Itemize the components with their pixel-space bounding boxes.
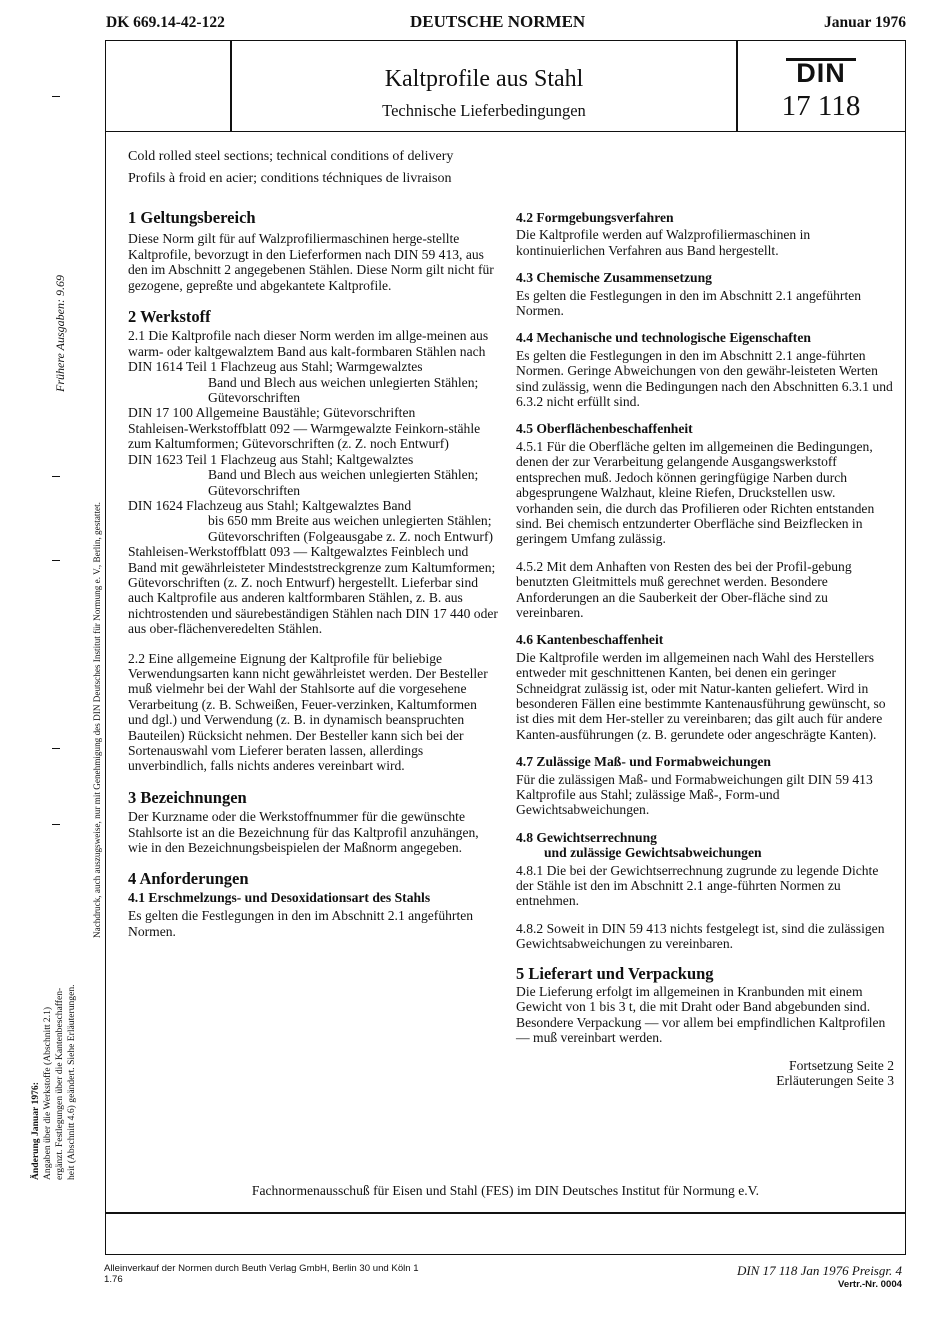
section-5-text: Die Lieferung erfolgt im allgemeinen in Kranbunden mit einem Gewicht von 1 bis 3 t, die mit Draht oder Band abgebunden sind. Besondere Verpackung — vor allem bei empfindlichen Kaltprofilen — muß vereinbart werden. xyxy=(516,984,886,1046)
section-1-text: Diese Norm gilt für auf Walzprofiliermaschinen herge-stellte Kaltprofile, bevorzugt in den Lieferformen nach DIN 59 413, aus den im Abschnitt 2 angegebenen Stählen. Diese Norm gilt nicht für gezogene, gepreßte und abgekantete Kaltprofile. xyxy=(128,231,494,293)
section-4-8-heading-cont: und zulässige Gewichtsabweichungen xyxy=(544,845,762,861)
footer-date-code: 1.76 xyxy=(104,1274,123,1285)
footer-right xyxy=(737,1263,902,1290)
title-divider-right xyxy=(736,40,738,132)
section-4-7-text: Für die zulässigen Maß- und Formabweichungen gilt DIN 59 413 Kaltprofile aus Stahl; zulässige Maß-, Form-und Gewichtsabweichungen. xyxy=(516,771,873,818)
ref-din-1614-cont: Band und Blech aus weichen unlegierten Stählen; Gütevorschriften xyxy=(208,374,479,406)
section-4-2-heading: 4.2 Formgebungsverfahren xyxy=(516,210,674,225)
english-title: Cold rolled steel sections; technical conditions of delivery xyxy=(128,149,454,164)
section-4-8-heading: 4.8 Gewichtserrechnung xyxy=(516,829,657,845)
earlier-editions-note: Frühere Ausgaben: 9.69 xyxy=(53,275,67,392)
section-4-3-heading: 4.3 Chemische Zusammensetzung xyxy=(516,270,712,286)
ref-din-1623-cont: Band und Blech aus weichen unlegierten Stählen; Gütevorschriften xyxy=(208,467,479,498)
section-4-8-2-text: 4.8.2 Soweit in DIN 59 413 nichts festgelegt ist, sind die zulässigen Gewichtsabweichungen zu vereinbaren. xyxy=(516,920,885,952)
ref-sew-093: Stahleisen-Werkstoffblatt 093 — Kaltgewalztes Feinblech und Band mit gewährleisteter Mindeststreckgrenze zum Kaltumformen; Gütevorschriften (z. Z. noch Entwurf) hergestellt. Lieferbar sind auch Kaltprofile aus anderen kaltformbaren Stählen, z. B. aus nichtrostenden und säurebeständigen Stählen nach DIN 17 440 oder aus ober-flächenveredelten Stählen. xyxy=(128,544,498,637)
section-4-5-2-text: 4.5.2 Mit dem Anhaften von Resten des bei der Profil-gebung benutzten Gleitmittels muß gerechnet werden. Besondere Anforderungen an die Sauberkeit der Ober-fläche sind zu vereinbaren. xyxy=(516,558,852,620)
margin-tick-4 xyxy=(52,748,60,749)
continuation-page-3: Erläuterungen Seite 3 xyxy=(776,1073,894,1089)
section-2-2-text: 2.2 Eine allgemeine Eignung der Kaltprofile für beliebige Verwendungsarten kann nicht gewährleistet werden. Der Besteller muß vielmehr bei der Wahl der Stahlsorte auf die vorgesehene Verarbeitung (z. B. Schweißen, Feuer-verzinken, Kaltumformen und dgl.) und Verwendung (z. B. in dynamisch beanspruchten Bauteilen) Rücksicht nehmen. Der Besteller kann sich bei der Sortenauswahl vom Lieferer beraten lassen, allerdings unverbindlich, falls nichts anderes vereinbart wird. xyxy=(128,650,488,774)
section-2-1-text: 2.1 Die Kaltprofile nach dieser Norm werden im allge-meinen aus warm- oder kaltgewalztem Band aus kalt-formbaren Stählen nach xyxy=(128,328,489,359)
section-4-6-heading: 4.6 Kantenbeschaffenheit xyxy=(516,632,664,648)
french-title: Profils à froid en acier; conditions téchniques de livraison xyxy=(128,171,452,186)
ref-din-1624-cont: bis 650 mm Breite aus weichen unlegierten Stählen; Gütevorschriften (Folgeausgabe z. Z. noch Entwurf) xyxy=(208,513,493,544)
section-5-heading: 5 Lieferart und Verpackung xyxy=(516,963,714,983)
issue-date: Januar 1976 xyxy=(824,14,906,31)
committee-line: Fachnormenausschuß für Eisen und Stahl (FES) im DIN Deutsches Institut für Normung e.V. xyxy=(251,1183,760,1198)
margin-tick-5 xyxy=(52,824,60,825)
din-number: 17 118 xyxy=(781,90,861,122)
section-4-1-text: Es gelten die Festlegungen in den im Abschnitt 2.1 angeführten Normen. xyxy=(128,908,474,939)
reprint-notice: Nachdruck, auch auszugsweise, nur mit Genehmigung des DIN Deutsches Institut für Normung e. V., Berlin, gestattet. xyxy=(92,502,102,938)
margin-tick-3 xyxy=(52,560,60,561)
section-4-6-text: Die Kaltprofile werden im allgemeinen nach Wahl des Herstellers entweder mit geschnittenen Kanten, bei denen ein geringer Schneidgrat zulässig ist, oder mit Natur-kanten geliefert. Wird in besonderen Fällen eine bestimmte Kantenausführung gewünscht, so ist dies mit dem Her-steller zu vereinbaren; das gilt auch für andere Kanten-ausführungen (z. B. gerundete oder angeschrägte Kanten). xyxy=(516,649,886,742)
ref-din-1623: DIN 1623 Teil 1 Flachzeug aus Stahl; Kaltgewalztes xyxy=(128,451,414,467)
change-line-1: Angaben über die Werkstoffe (Abschnitt 2.1) xyxy=(42,1006,53,1180)
section-4-7-heading: 4.7 Zulässige Maß- und Formabweichungen xyxy=(516,754,771,770)
dk-number: DK 669.14-42-122 xyxy=(106,14,225,31)
ref-din-1624: DIN 1624 Flachzeug aus Stahl; Kaltgewalztes Band xyxy=(128,497,412,513)
section-3-heading: 3 Bezeichnungen xyxy=(128,787,247,807)
footer-publisher: Alleinverkauf der Normen durch Beuth Verlag GmbH, Berlin 30 und Köln 1 xyxy=(104,1263,419,1274)
section-4-5-1-text: 4.5.1 Für die Oberfläche gelten im allgemeinen die Bedingungen, denen der zur Verarbeitung gelangende Ausgangswerkstoff entsprechen muß. Jedoch können geringfügige Narben durch abgesprungene Walzhaut, kleine Riefen, Druckstellen usw. vorhanden sein, die durch das Profilieren oder Richten entstanden sind. Bei chemisch entzunderter Oberfläche sind Beizflecken in geringem Umfang zulässig. xyxy=(516,438,875,547)
series-title: DEUTSCHE NORMEN xyxy=(410,12,586,31)
committee-rule xyxy=(105,1212,906,1214)
footer-distribution-number: Vertr.-Nr. 0004 xyxy=(837,1279,902,1290)
right-column xyxy=(516,210,894,1089)
change-line-3: heit (Abschnitt 4.6) geändert. Siehe Erläuterungen. xyxy=(66,984,77,1180)
section-4-4-heading: 4.4 Mechanische und technologische Eigenschaften xyxy=(516,330,811,346)
ref-din-1614: DIN 1614 Teil 1 Flachzeug aus Stahl; Warmgewalztes xyxy=(128,359,423,375)
left-column xyxy=(128,210,500,939)
section-4-4-text: Es gelten die Festlegungen in den im Abschnitt 2.1 ange-führten Normen. Geringe Abweichungen von den gewähr-leisteten Werten sind zulässig, wenn die Bedingungen nach den Abschnitten 6.3.1 und 6.3.2 nicht erfüllt sind. xyxy=(516,347,893,410)
margin-tick-1 xyxy=(52,96,60,97)
section-4-heading: 4 Anforderungen xyxy=(128,869,249,889)
change-title: Änderung Januar 1976: xyxy=(30,1082,41,1180)
section-4-8-1-text: 4.8.1 Die bei der Gewichtserrechnung zugrunde zu legende Dichte der Stähle ist den im Abschnitt 2.1 ange-führten Normen zu entnehmen. xyxy=(516,862,879,909)
section-4-5-heading: 4.5 Oberflächenbeschaffenheit xyxy=(516,421,693,437)
section-1-heading: 1 Geltungsbereich xyxy=(128,208,256,227)
section-4-1-heading: 4.1 Erschmelzungs- und Desoxidationsart des Stahls xyxy=(128,889,431,905)
section-4-2-text: Die Kaltprofile werden auf Walzprofiliermaschinen in kontinuierlichen Verfahren aus Band hergestellt. xyxy=(516,227,811,258)
section-3-text: Der Kurzname oder die Werkstoffnummer für die gewünschte Stahlsorte ist an die Bezeichnung für das Kaltprofil anzuhängen, wie in den Bezeichnungsbeispielen der Maßnorm angegeben. xyxy=(128,809,479,856)
document-subtitle: Technische Lieferbedingungen xyxy=(382,101,586,120)
ref-din-17100: DIN 17 100 Allgemeine Baustähle; Gütevorschriften xyxy=(128,405,416,421)
din-logo: DIN xyxy=(786,58,856,85)
section-2-heading: 2 Werkstoff xyxy=(128,307,211,327)
footer-din-reference: DIN 17 118 Jan 1976 Preisgr. 4 xyxy=(736,1263,902,1278)
margin-tick-2 xyxy=(52,476,60,477)
continuation-page-2: Fortsetzung Seite 2 xyxy=(789,1057,894,1073)
document-title: Kaltprofile aus Stahl xyxy=(384,66,584,92)
change-line-2: ergänzt. Festlegungen über die Kantenbeschaffen- xyxy=(54,987,65,1180)
ref-sew-092: Stahleisen-Werkstoffblatt 092 — Warmgewalzte Feinkorn-stähle zum Kaltumformen; Gütevorschriften (z. Z. noch Entwurf) xyxy=(128,420,481,452)
section-4-3-text: Es gelten die Festlegungen in den im Abschnitt 2.1 angeführten Normen. xyxy=(516,287,862,319)
footer-left xyxy=(104,1263,419,1285)
